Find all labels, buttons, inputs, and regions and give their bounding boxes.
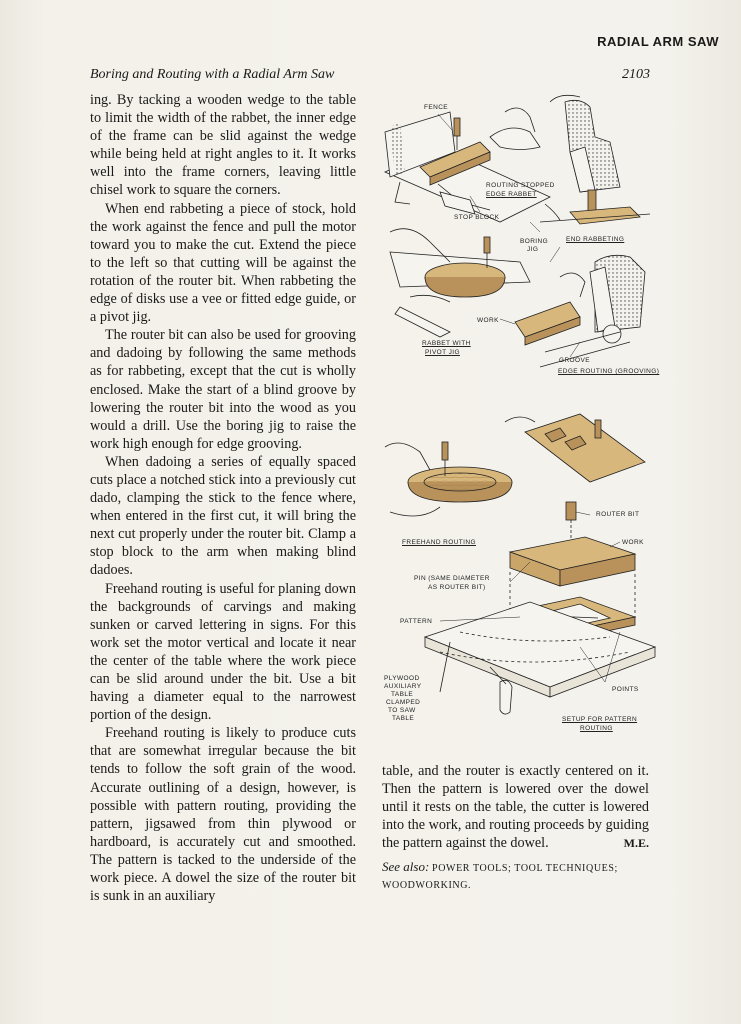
label-boring: BORING: [520, 238, 549, 245]
see-also-refs: POWER TOOLS; TOOL TECHNIQUES; WOODWORKING.: [382, 863, 618, 892]
label-to-saw: TO SAW: [388, 707, 416, 714]
label-end-rabbeting: END RABBETING: [566, 236, 625, 243]
label-fence: FENCE: [424, 104, 449, 111]
running-head: [90, 67, 650, 87]
label-points: POINTS: [612, 686, 639, 693]
label-work-2: WORK: [622, 539, 644, 546]
paragraph: The router bit can also be used for grooving and dadoing by following the same methods as for rabbeting, except that the cut is wholly enclosed. Make the start of a blind groove by lowering the router bit into the wood as you would a drill. Use the boring jig to raise the work high enough for edge grooving.: [90, 327, 356, 452]
figure-end-rabbeting: [540, 95, 650, 224]
label-work: WORK: [477, 317, 499, 324]
paragraph: Freehand routing is likely to produce cuts that are somewhat irregular because the bit tends to follow the soft grain of the wood. Accurate outlining of a design, however, is possible with pattern routing, providing the pattern, jigsawed from thin plywood or hardboard, is accurately cut and smoothed. The pattern is tacked to the underside of the work piece. A dowel the size of the router bit is sunk in an auxiliary: [90, 725, 356, 905]
page-number: 2103: [622, 67, 650, 82]
label-table: TABLE: [391, 691, 414, 698]
illustration-panel: [380, 92, 660, 742]
label-stop-block: STOP BLOCK: [454, 214, 500, 221]
label-clamped: CLAMPED: [386, 699, 421, 706]
paragraph: Freehand routing is useful for planing down the backgrounds of carvings and making sunken or carved lettering in signs. For this work set the motor vertical and locate it near the center of the table where the work piece can be slid around under the bit. Use a bit having a diameter equal to the narrowest portion of the design.: [90, 580, 356, 724]
figure-freehand-routing: [385, 414, 645, 516]
label-groove: GROOVE: [559, 357, 590, 364]
label-setup: SETUP FOR PATTERN: [562, 716, 638, 723]
author-initials: M.E.: [623, 836, 649, 851]
label-pivot-jig: PIVOT JIG: [425, 349, 460, 356]
paragraph-text: table, and the router is exactly centered on it. Then the pattern is lowered over the dowel until it rests on the table, the cutter is lowered into the work, and routing proceeds by guiding the pattern against the dowel.: [382, 763, 649, 852]
label-pin-2: AS ROUTER BIT): [428, 584, 486, 591]
right-column: [382, 762, 649, 894]
label-rabbet-with: RABBET WITH: [422, 340, 471, 347]
see-also: [382, 858, 649, 894]
label-edge-rabbet: EDGE RABBET: [486, 191, 537, 198]
paragraph: When dadoing a series of equally spaced cuts place a notched stick into a previously cut dado, clamping the stick to the fence where, when entered in the first cut, it will bring the next cut properly under the router bit. Clamp a stop block to the arm when making blind dadoes.: [90, 453, 356, 579]
section-title: RADIAL ARM SAW: [597, 34, 719, 49]
label-auxiliary: AUXILIARY: [384, 683, 422, 690]
technical-illustrations: [380, 92, 660, 742]
label-pin: PIN (SAME DIAMETER: [414, 575, 490, 582]
left-column: [90, 91, 356, 905]
label-plywood: PLYWOOD: [384, 675, 420, 682]
figure-stopped-edge-rabbet: [385, 108, 550, 222]
figure-edge-routing: [515, 255, 645, 367]
paragraph: When end rabbeting a piece of stock, hold the work against the fence and pull the motor toward you to make the cut. Extend the piece to the left so that cutting will be against the rotation of the router bit. When rabbeting the edge of disks use a vee or fitted edge guide, or a pivot jig.: [90, 200, 356, 326]
article-title: Boring and Routing with a Radial Arm Saw: [90, 67, 335, 82]
see-also-label: See also:: [382, 859, 430, 875]
label-routing: ROUTING: [580, 725, 613, 732]
label-freehand-routing: FREEHAND ROUTING: [402, 539, 476, 546]
label-table-2: TABLE: [392, 715, 415, 722]
label-router-bit: ROUTER BIT: [596, 511, 640, 518]
label-jig: JIG: [527, 246, 539, 253]
label-edge-routing: EDGE ROUTING (GROOVING): [558, 368, 660, 375]
paragraph: [382, 762, 649, 852]
figure-rabbet-pivot-jig: [390, 229, 530, 337]
label-routing-stopped: ROUTING STOPPED: [486, 182, 555, 189]
label-pattern: PATTERN: [400, 618, 433, 625]
paragraph: ing. By tacking a wooden wedge to the table to limit the width of the rabbet, the inner edge of the frame can be slid against the wedge while being held at right angles to it. It works well into the frame corners, leaving little chisel work to square the corners.: [90, 92, 356, 199]
figure-pattern-routing-setup: [425, 502, 655, 714]
